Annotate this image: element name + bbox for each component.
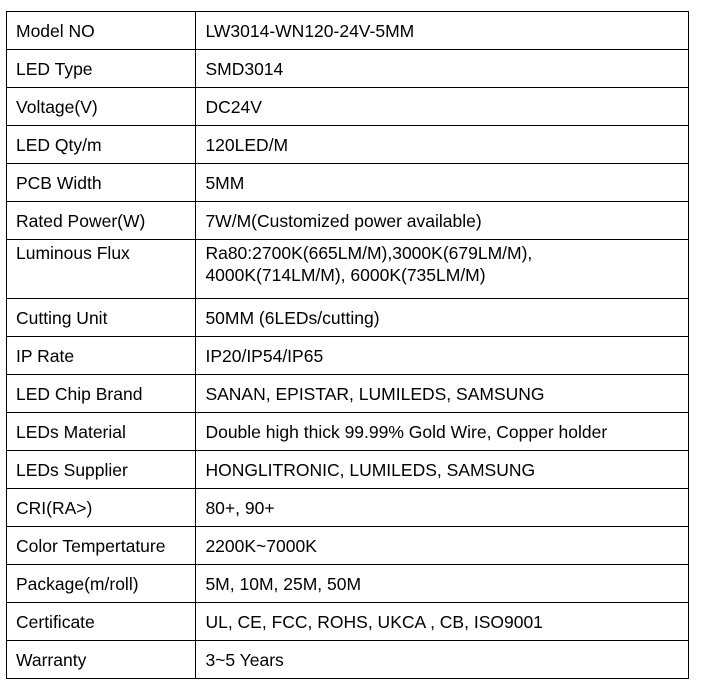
table-row xyxy=(7,489,689,527)
row-label: LED Type xyxy=(7,50,196,88)
row-value-line: Ra80:2700K(665LM/M),3000K(679LM/M), xyxy=(205,243,533,263)
row-value: 5M, 10M, 25M, 50M xyxy=(196,565,689,603)
row-label: Warranty xyxy=(7,641,196,679)
table-row xyxy=(7,299,689,337)
table-row xyxy=(7,202,689,240)
row-label: Cutting Unit xyxy=(7,299,196,337)
row-label: PCB Width xyxy=(7,164,196,202)
row-value: IP20/IP54/IP65 xyxy=(196,337,689,375)
row-label: Model NO xyxy=(7,12,196,50)
row-label: CRI(RA>) xyxy=(7,489,196,527)
row-label: Voltage(V) xyxy=(7,88,196,126)
table-row xyxy=(7,12,689,50)
row-value: Double high thick 99.99% Gold Wire, Copper holder xyxy=(196,413,689,451)
table-row xyxy=(7,413,689,451)
table-row xyxy=(7,126,689,164)
row-value: 7W/M(Customized power available) xyxy=(196,202,689,240)
row-value: SMD3014 xyxy=(196,50,689,88)
row-value: UL, CE, FCC, ROHS, UKCA , CB, ISO9001 xyxy=(196,603,689,641)
row-label: Color Tempertature xyxy=(7,527,196,565)
row-label: Rated Power(W) xyxy=(7,202,196,240)
row-value: 80+, 90+ xyxy=(196,489,689,527)
row-value-line: 4000K(714LM/M), 6000K(735LM/M) xyxy=(205,265,486,285)
row-label: Package(m/roll) xyxy=(7,565,196,603)
row-label: Luminous Flux xyxy=(7,240,196,299)
row-value: HONGLITRONIC, LUMILEDS, SAMSUNG xyxy=(196,451,689,489)
row-value: SANAN, EPISTAR, LUMILEDS, SAMSUNG xyxy=(196,375,689,413)
row-label: LED Chip Brand xyxy=(7,375,196,413)
row-label: LED Qty/m xyxy=(7,126,196,164)
table-row xyxy=(7,451,689,489)
specification-table xyxy=(6,11,689,679)
table-row xyxy=(7,527,689,565)
row-value xyxy=(196,240,689,299)
row-value: DC24V xyxy=(196,88,689,126)
table-row xyxy=(7,50,689,88)
row-label: IP Rate xyxy=(7,337,196,375)
row-value: 5MM xyxy=(196,164,689,202)
row-value: 120LED/M xyxy=(196,126,689,164)
table-row xyxy=(7,88,689,126)
table-row xyxy=(7,337,689,375)
table-row xyxy=(7,565,689,603)
row-label: Certificate xyxy=(7,603,196,641)
row-value: 3~5 Years xyxy=(196,641,689,679)
row-value: LW3014-WN120-24V-5MM xyxy=(196,12,689,50)
row-label: LEDs Material xyxy=(7,413,196,451)
table-row xyxy=(7,240,689,299)
row-value: 50MM (6LEDs/cutting) xyxy=(196,299,689,337)
table-row xyxy=(7,375,689,413)
table-row xyxy=(7,641,689,679)
table-row xyxy=(7,164,689,202)
row-value: 2200K~7000K xyxy=(196,527,689,565)
row-label: LEDs Supplier xyxy=(7,451,196,489)
table-row xyxy=(7,603,689,641)
